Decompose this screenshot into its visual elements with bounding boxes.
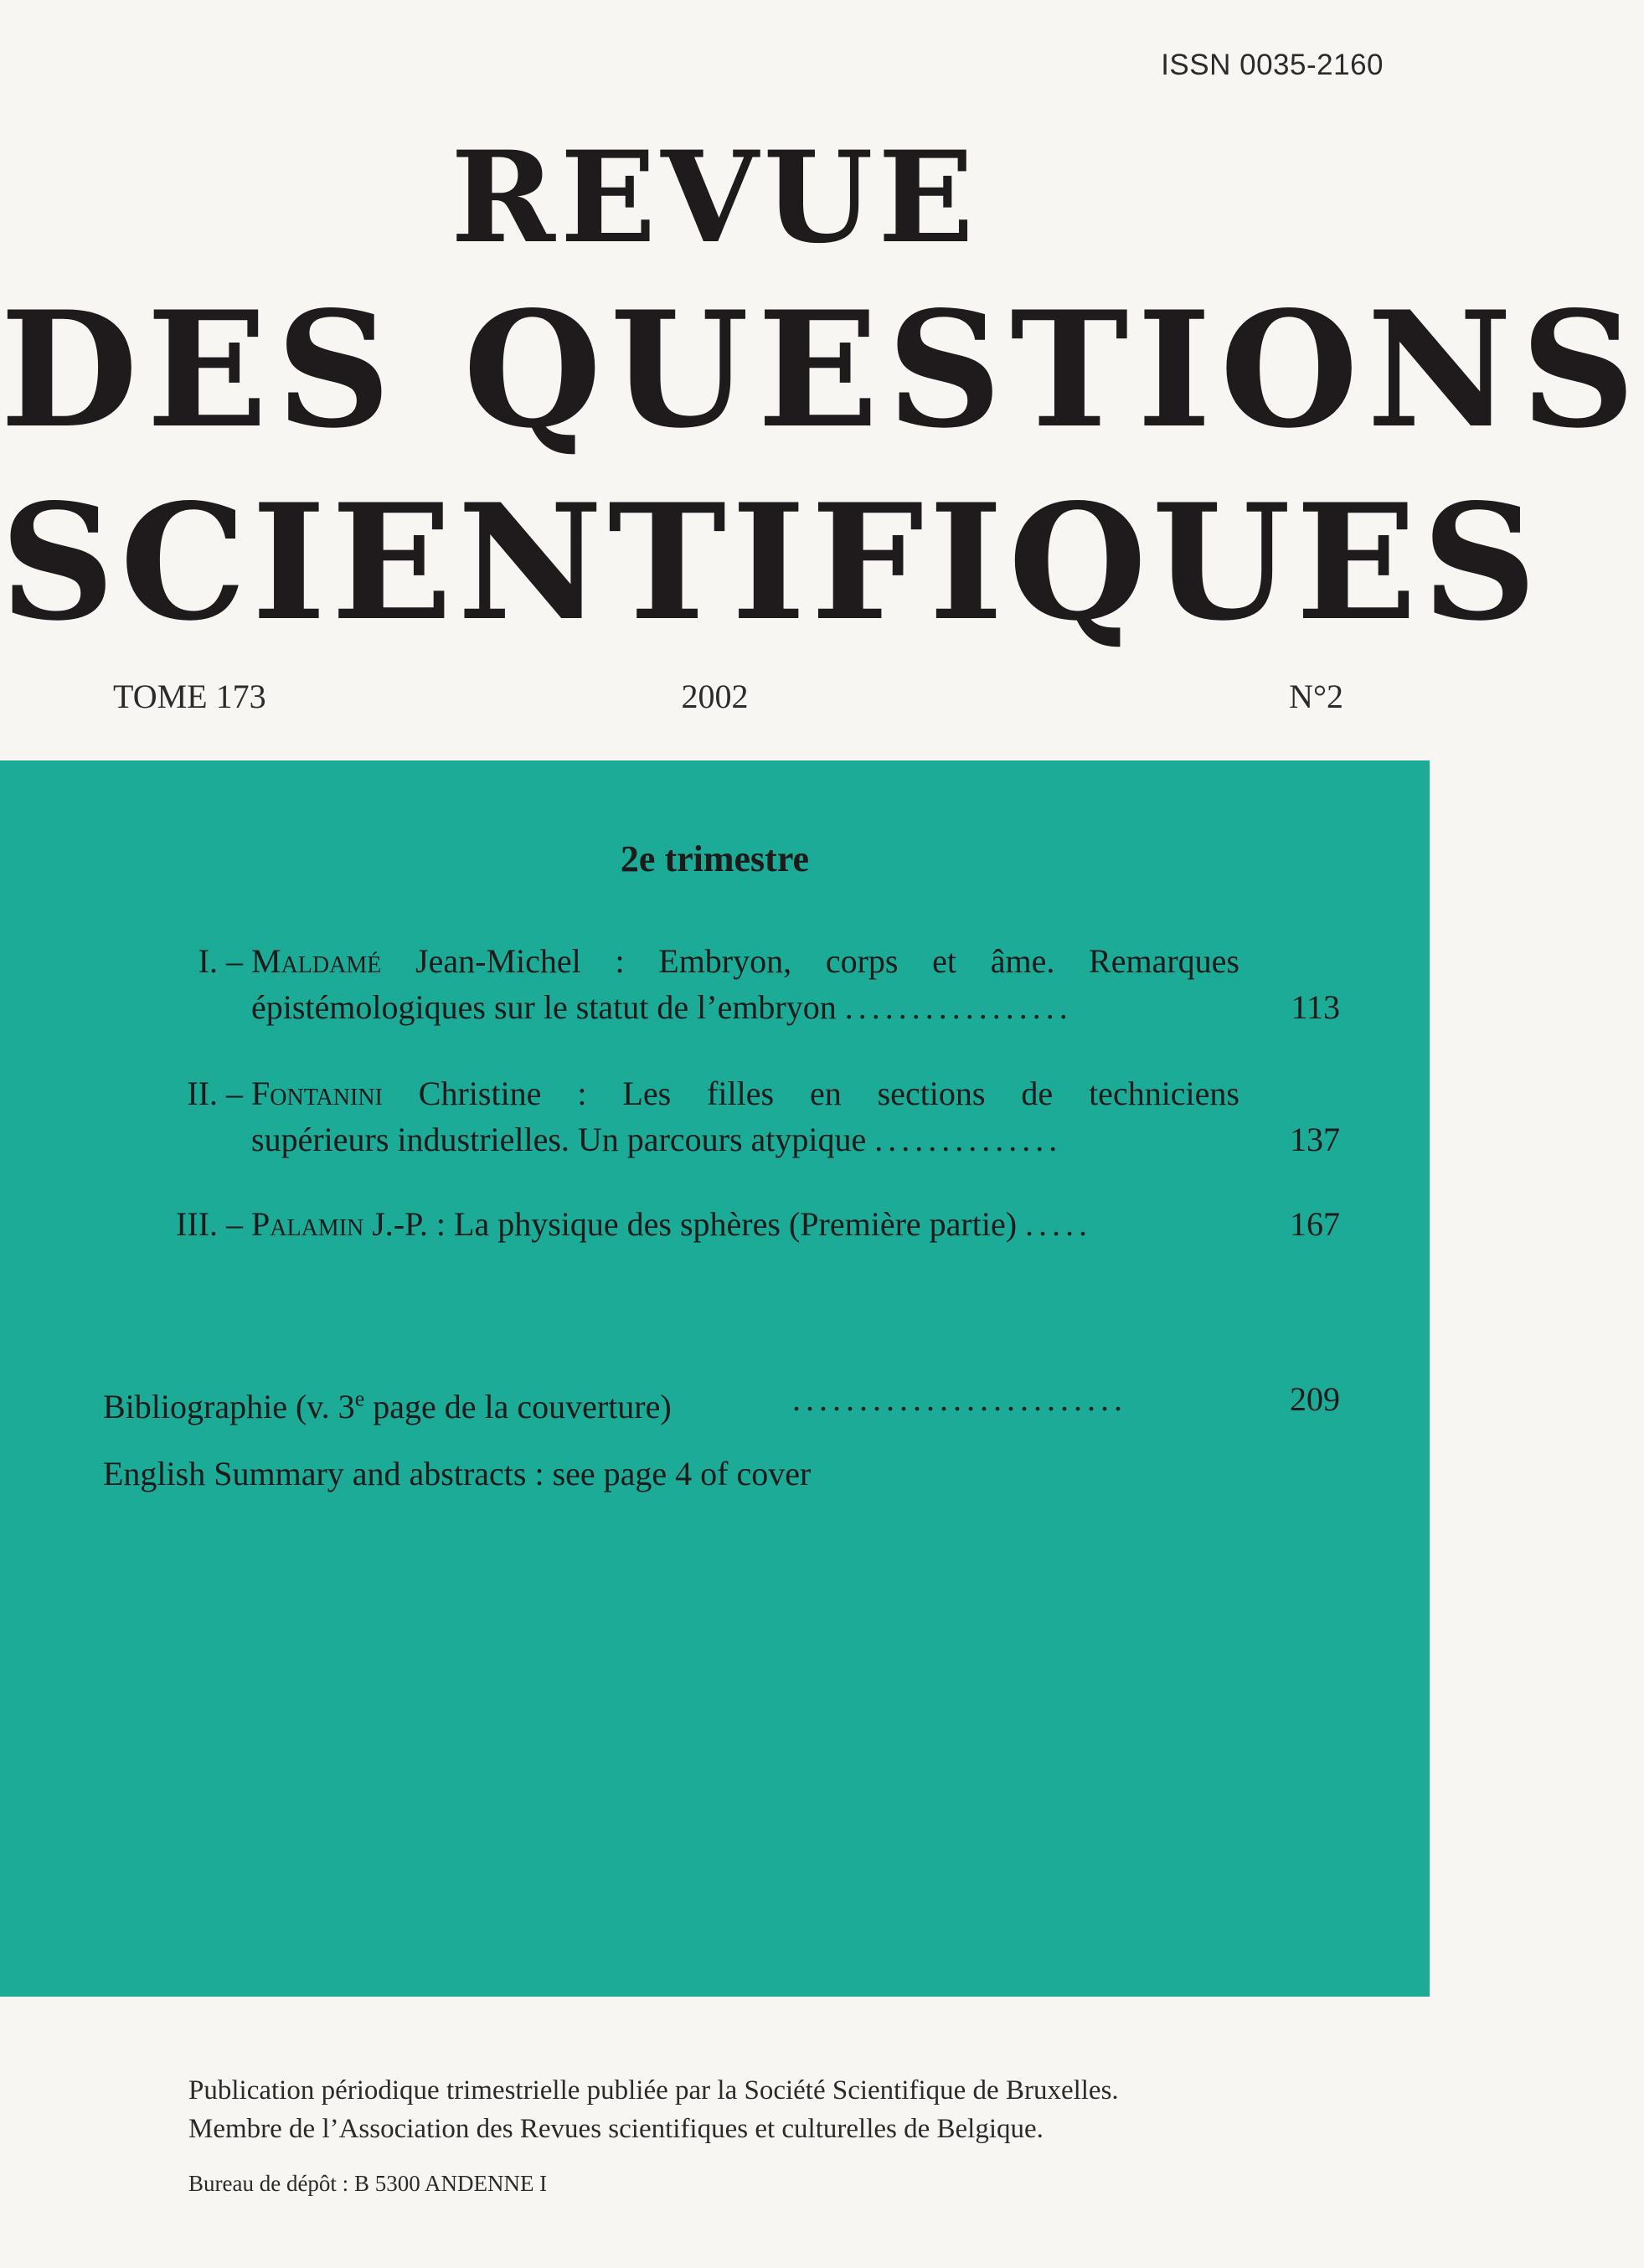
leader-dots: .............. [874, 1121, 1063, 1158]
entry-author: Maldamé [251, 942, 382, 980]
entry-line-1 [251, 1201, 1239, 1247]
entry-body [251, 1201, 1239, 1247]
entry-page: 167 [1290, 1205, 1340, 1243]
entry-author: Fontanini [251, 1075, 383, 1112]
issn-label: ISSN 0035-2160 [1161, 49, 1384, 81]
entry-numeral: II. – [187, 1075, 243, 1112]
depot-line: Bureau de dépôt : B 5300 ANDENNE I [188, 2171, 548, 2196]
tome-label: TOME 173 [113, 678, 266, 715]
entry-title-part: supérieurs industrielles. Un parcours atypique [251, 1121, 867, 1158]
footer-line-1: Publication périodique trimestrielle publiée par la Société Scientifique de Bruxelles. [188, 2075, 1119, 2106]
entry-title-part: Jean-Michel : Embryon, corps et âme. Remarques [381, 942, 1239, 980]
bibliography-label: Bibliographie (v. 3e page de la couverture) [103, 1387, 672, 1426]
entry-line-1 [251, 1070, 1239, 1116]
entry-body [251, 1070, 1239, 1162]
leader-dots: ......................... [792, 1380, 1127, 1418]
entry-line-2 [251, 984, 1239, 1030]
english-summary: English Summary and abstracts : see page 4 of cover [103, 1455, 812, 1492]
entry-line-1 [251, 938, 1239, 984]
footer-line-2: Membre de l’Association des Revues scientifiques et culturelles de Belgique. [188, 2114, 1044, 2144]
quarter-heading: 2e trimestre [620, 838, 810, 879]
bibliography-page: 209 [1290, 1380, 1340, 1418]
entry-title-part: J.-P. : La physique des sphères (Première partie) [363, 1205, 1018, 1243]
title-scientifiques: SCIENTIFIQUES [0, 469, 1543, 656]
leader-dots: ..... [1025, 1205, 1093, 1243]
title-des-questions: DES QUESTIONS [0, 276, 1644, 463]
bibliography-entry [103, 1376, 1340, 1430]
entry-title-part: épistémologiques sur le statut de l’embryon [251, 988, 837, 1026]
entry-page: 113 [1291, 988, 1340, 1026]
year-label: 2002 [681, 678, 749, 715]
entry-numeral: III. – [176, 1205, 243, 1243]
entry-line-2 [251, 1116, 1239, 1162]
issue-number: N°2 [1289, 678, 1343, 715]
title-revue: REVUE [451, 124, 979, 271]
entry-author: Palamin [251, 1205, 364, 1243]
entry-title-part: Christine : Les filles en sections de techniciens [382, 1075, 1239, 1112]
entry-body [251, 938, 1239, 1030]
entry-numeral: I. – [198, 942, 243, 980]
entry-page: 137 [1290, 1121, 1340, 1158]
leader-dots: ................. [844, 988, 1073, 1026]
